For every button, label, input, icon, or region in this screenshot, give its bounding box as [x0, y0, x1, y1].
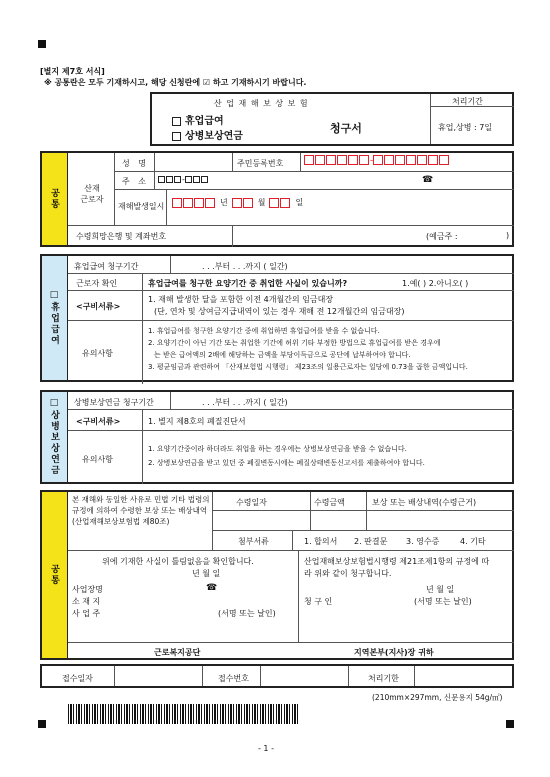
date-line: 년 월 일 — [192, 569, 221, 578]
pension-doc-line: 1. 별지 제8호의 폐질진단서 — [148, 417, 246, 426]
biz-name-label: 사업장명 — [72, 585, 103, 594]
pension-period-label: 상병보상연금 청구기간 — [74, 398, 154, 407]
branch-name: 지역본부(지사)장 귀하 — [354, 648, 434, 657]
other-law-text: 본 재해와 동일한 사유로 민법 기타 법령의 규정에 의하여 수령한 보상 또는 배상내역(산업재해보상보험법 제80조) — [72, 495, 210, 526]
work-question: 휴업급여를 청구한 요양기간 중 취업한 사실이 있습니까? — [148, 279, 348, 288]
rrn-field[interactable]: - — [304, 155, 450, 166]
receipt-deadline-label: 처리기한 — [368, 674, 399, 683]
claim-date-line: 년 월 일 — [426, 585, 455, 594]
claim-text: 라 위와 같이 청구합니다. — [304, 569, 392, 578]
pension-note: 2. 상병보상연금을 받고 있던 중 폐질변동시에는 폐질상태변동신고서를 제출하여야 합니다. — [148, 459, 425, 467]
phone-icon: ☎ — [206, 583, 218, 593]
leave-note: 는 받은 급여액의 2배에 해당하는 금액을 부당이득금으로 공단에 납부하여야 합니다. — [154, 351, 411, 359]
name-field[interactable] — [158, 155, 224, 169]
receipt-date-label: 접수일자 — [62, 674, 93, 683]
worker-group-label: 산재 근로자 — [80, 184, 104, 204]
attach-item: 3. 영수증 — [406, 537, 440, 546]
bank-label: 수령희망은행 및 계좌번호 — [76, 232, 167, 241]
depositor-label: (예금주 : — [426, 232, 458, 241]
leave-benefit-section — [40, 254, 514, 382]
paper-spec: (210mm×297mm, 신문용지 54g/㎡) — [372, 693, 503, 702]
owner-sign-note: (서명 또는 날인) — [218, 609, 276, 618]
form-number: [별지 제7호 서식] — [40, 67, 105, 76]
bottom-common-section — [40, 490, 514, 660]
col-amount: 수령금액 — [314, 498, 345, 507]
claimant-sign-note: (서명 또는 날인) — [414, 597, 472, 606]
owner-label: 사 업 주 — [72, 609, 101, 618]
common-side-label: 공통 — [42, 153, 68, 245]
leave-period-value[interactable]: . . .부터 . . .까지 ( 일간) — [202, 262, 288, 271]
work-check-label: 근로자 확인 — [76, 279, 118, 288]
leave-period-label: 휴업급여 청구기간 — [74, 262, 139, 271]
location-label: 소 재 지 — [72, 597, 101, 606]
name-label: 성 명 — [122, 159, 149, 168]
leave-note: 1. 휴업급여를 청구한 요양기간 중에 취업하면 휴업급여를 받을 수 없습니다. — [148, 327, 380, 335]
registration-mark — [38, 720, 46, 728]
claim-text: 산업재해보상보험법시행령 제21조제1항의 규정에 따 — [304, 557, 490, 566]
attach-item: 4. 기타 — [460, 537, 486, 546]
checkbox-icon[interactable] — [172, 132, 181, 141]
leave-notes-label: 유의사항 — [82, 349, 113, 358]
registration-mark — [506, 720, 514, 728]
page-number: - 1 - — [258, 744, 274, 753]
pension-note: 1. 요양기간중이라 하더라도 취업을 하는 경우에는 상병보상연금을 받을 수 없습니다. — [148, 445, 407, 453]
pension-docs-label: <구비서류> — [76, 417, 121, 426]
leave-note: 2. 요양기간이 아닌 기간 또는 취업한 기간에 허위 기타 부정한 방법으로 휴업급여를 받은 경우에 — [148, 339, 441, 347]
bank-field[interactable] — [236, 227, 406, 245]
accident-date-label: 재해발생일시 — [118, 202, 165, 211]
barcode — [68, 704, 298, 724]
instruction-text: ※ 공통란은 모두 기재하시고, 해당 신청란에 ☑ 하고 기재하시기 바랍니다. — [44, 78, 307, 87]
bottom-side-label: 공통 — [42, 492, 68, 658]
registration-mark — [38, 40, 46, 48]
postcode-field[interactable]: - — [158, 175, 209, 184]
phone-icon: ☎ — [422, 175, 434, 185]
option-leave[interactable]: 휴업급여 — [172, 112, 224, 127]
leave-side-label[interactable]: □휴업급여 — [42, 256, 68, 380]
receipt-no-label: 접수번호 — [218, 674, 249, 683]
option-pension[interactable]: 상병보상연금 — [172, 127, 243, 142]
leave-doc-line: (단, 연차 및 상여금지급내역이 있는 경우 재해 전 12개월간의 임금대장) — [154, 307, 405, 316]
common-section: 공통 산재 근로자 성 명 주민등록번호 - 주 소 - ☎ 재해발생일시 년 월 일 수령희망은행 및 계좌번호 (예금주 : ) — [40, 151, 514, 247]
attach-item: 1. 합의서 — [304, 537, 338, 546]
col-detail: 보상 또는 배상내역(수령근거) — [372, 498, 477, 507]
attach-item: 2. 판결문 — [354, 537, 388, 546]
deadline-label: 처리기간 — [452, 97, 483, 106]
agency-name: 근로복지공단 — [154, 648, 201, 657]
checkbox-icon[interactable] — [172, 117, 181, 126]
col-date: 수령일자 — [236, 498, 267, 507]
address-label: 주 소 — [122, 177, 149, 186]
leave-doc-line: 1. 재해 발생한 달을 포함한 이전 4개월간의 임금대장 — [148, 295, 334, 304]
accident-date-field[interactable]: 년 월 일 — [172, 197, 307, 208]
work-answer[interactable]: 1.예( ) 2.아니오( ) — [402, 279, 469, 288]
deadline-value: 휴업,상병 : 7일 — [438, 123, 493, 132]
attach-label: 첨부서류 — [238, 537, 269, 546]
confirm-text: 위에 기재한 사실이 틀림없음을 확인합니다. — [102, 557, 254, 566]
pension-side-label[interactable]: □상병보상연금 — [42, 392, 68, 482]
rrn-label: 주민등록번호 — [237, 159, 284, 168]
title-block — [150, 92, 514, 146]
pension-notes-label: 유의사항 — [82, 455, 113, 464]
doc-type: 청구서 — [330, 122, 362, 135]
receipt-row — [40, 664, 514, 688]
pension-section — [40, 390, 514, 484]
leave-note: 3. 평균임금과 관련하여 「산재보험법 시행령」 제23조의 일용근로자는 일당에 0.73을 곱한 금액입니다. — [148, 363, 468, 371]
org-name: 산 업 재 해 보 상 보 험 — [214, 99, 309, 108]
leave-docs-label: <구비서류> — [76, 302, 121, 311]
claimant-label: 청 구 인 — [304, 597, 333, 606]
pension-period-value[interactable]: . . .부터 . . .까지 ( 일간) — [202, 398, 288, 407]
